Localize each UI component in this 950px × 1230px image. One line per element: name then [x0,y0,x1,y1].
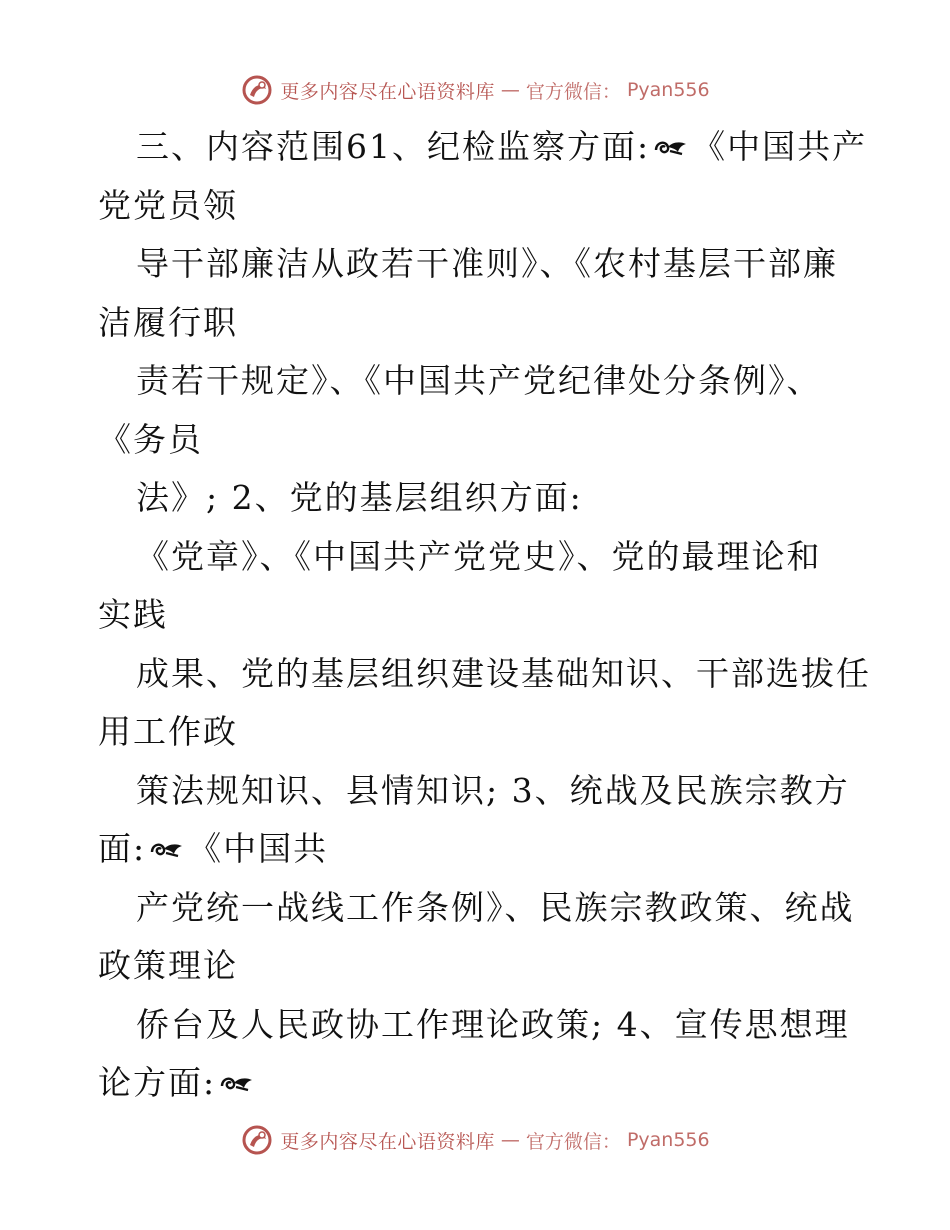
text-line [98,177,858,236]
text-line [98,762,858,821]
text-segment: 实践 [98,595,168,634]
header-banner [0,70,950,110]
banner-main-text: 更多内容尽在心语资料库 [280,1130,495,1153]
text-segment: 三、内容范围61、纪检监察方面: [136,127,651,166]
red-swirl-logo-icon [240,1123,274,1157]
text-line [98,294,858,353]
text-segment: 论方面: [98,1063,217,1102]
text-segment: 导干部廉洁从政若干准则》、《农村基层干部廉 [136,244,838,283]
text-segment: 成果、党的基层组织建设基础知识、干部选拔任 [136,653,871,693]
footer-banner [0,1120,950,1160]
text-segment: 产党统一战线工作条例》、民族宗教政策、统战 [136,887,855,927]
banner-separator: — [500,1129,520,1151]
text-line [98,820,858,879]
banner-wechat-label: 官方微信： [525,80,621,103]
text-segment: 责若干规定》、《中国共产党纪律处分条例》、 [136,361,822,400]
text-line [98,528,858,587]
text-line [98,703,858,762]
text-line [98,469,858,528]
document-body [98,118,871,1113]
text-segment: 用工作政 [98,712,238,751]
text-line [98,118,868,177]
text-segment: 《中国共产 [692,127,868,166]
text-line [98,586,858,645]
text-line [98,352,858,411]
text-line [98,937,858,996]
text-line [98,411,858,470]
text-line [98,235,858,294]
text-segment: 法》; 2、党的基层组织方面: [136,478,583,517]
text-segment: 《务员 [98,419,203,459]
text-segment: 《党章》、《中国共产党党史》、党的最理论和 [136,536,822,576]
banner-separator: — [500,79,520,101]
text-segment: 政策理论 [98,946,238,985]
text-segment: 面: [98,829,147,868]
swirl-glyph-icon [652,136,690,158]
swirl-glyph-icon [148,838,186,860]
banner-main-text: 更多内容尽在心语资料库 [280,80,495,103]
text-line [98,996,858,1055]
banner-wechat-label: 官方微信： [525,1130,621,1153]
banner-wechat-id: Pyan556 [626,79,710,101]
banner-wechat-id: Pyan556 [626,1129,710,1151]
text-segment: 侨台及人民政协工作理论政策; 4、宣传思想理 [136,1004,850,1044]
text-segment: 《中国共 [188,829,329,868]
text-line [98,645,871,704]
text-segment: 洁履行职 [98,302,238,342]
text-line [98,879,858,938]
text-segment: 党党员领 [98,185,238,225]
text-line [98,1054,858,1113]
text-segment: 策法规知识、县情知识; 3、统战及民族宗教方 [136,770,850,810]
swirl-glyph-icon [218,1072,256,1094]
red-swirl-logo-icon [240,73,274,107]
